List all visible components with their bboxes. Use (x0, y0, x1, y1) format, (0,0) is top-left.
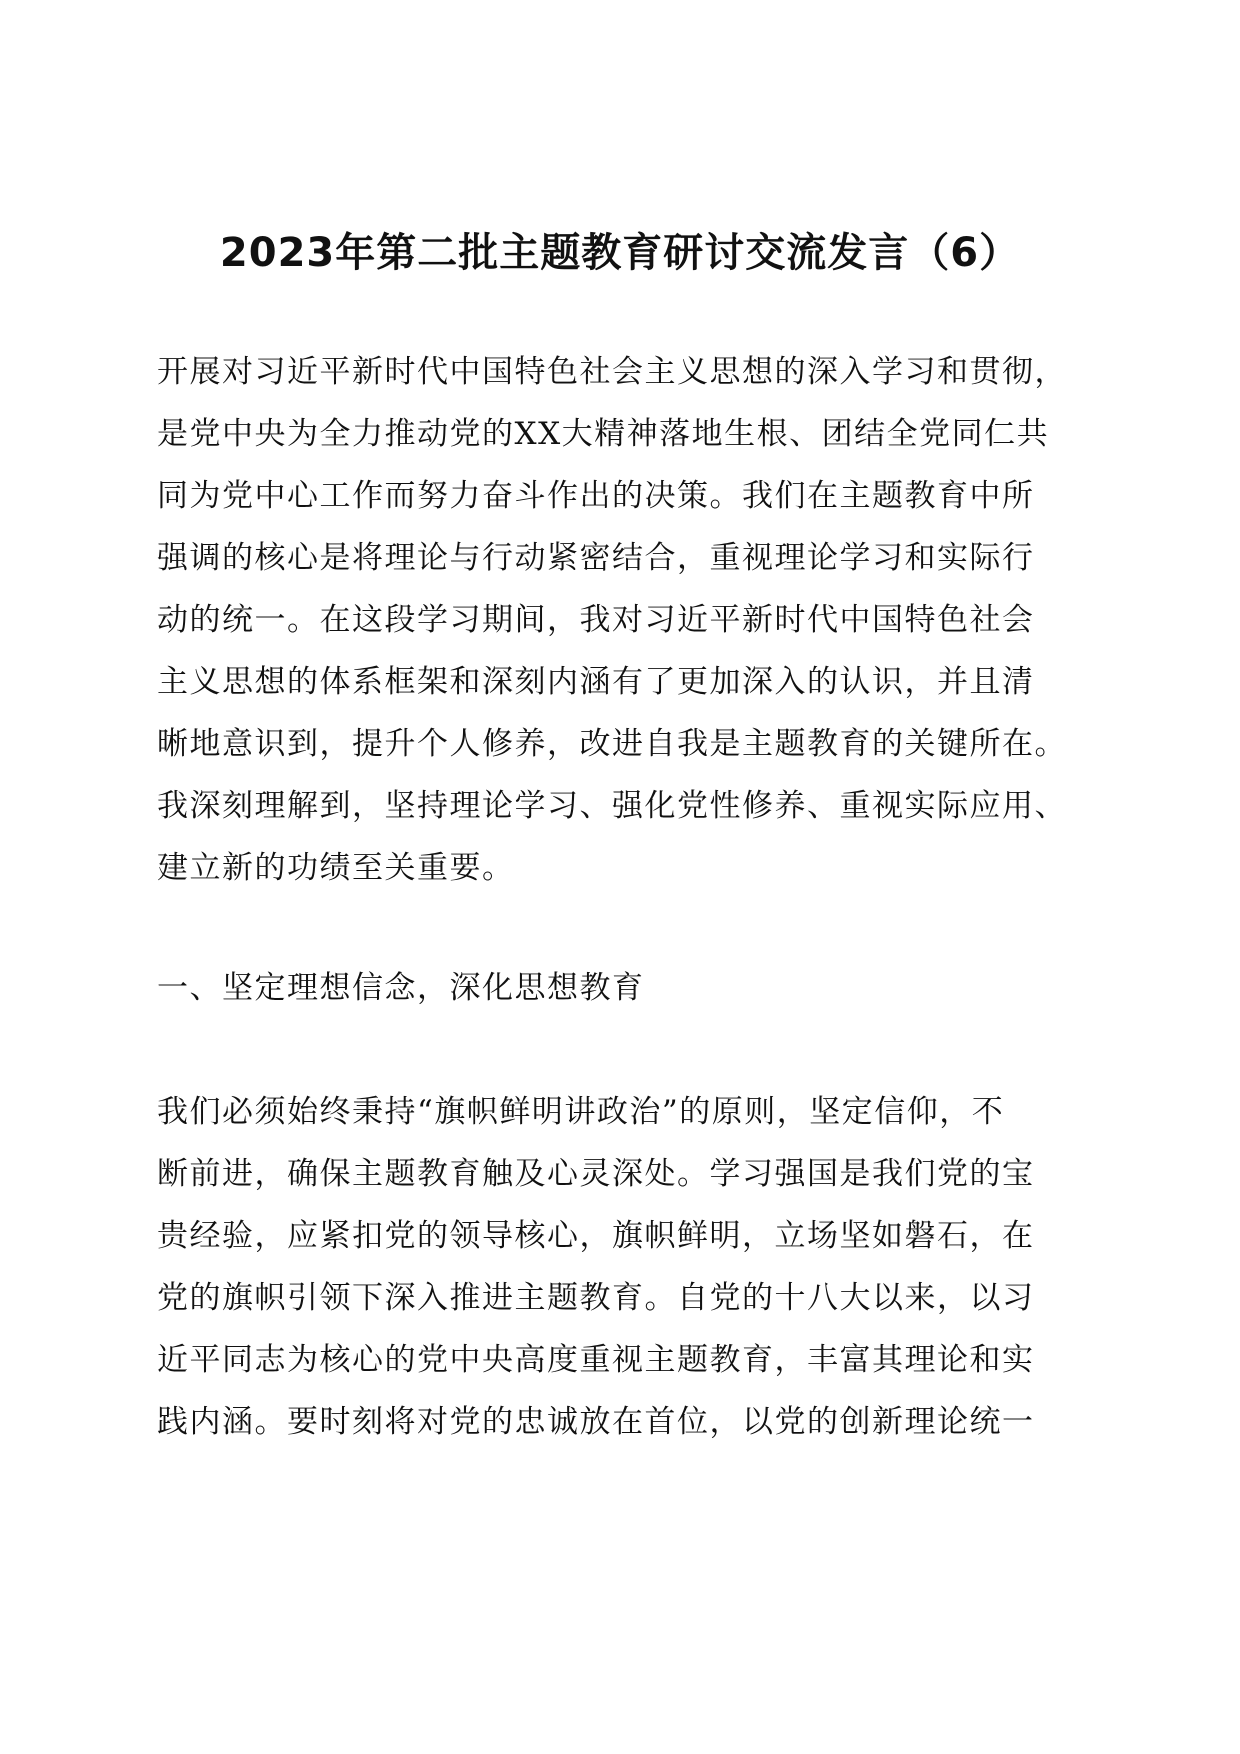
text-line: 贵经验，应紧扣党的领导核心，旗帜鲜明，立场坚如磐石，在 (157, 1218, 1035, 1254)
section-heading: 一、坚定理想信念，深化思想教育 (157, 970, 645, 1006)
text-line: 强调的核心是将理论与行动紧密结合，重视理论学习和实际行 (157, 540, 1035, 576)
text-line: 我们必须始终秉持“旗帜鲜明讲政治”的原则，坚定信仰，不 (157, 1094, 1005, 1130)
text-line: 党的旗帜引领下深入推进主题教育。自党的十八大以来，以习 (157, 1280, 1035, 1316)
text-line: 同为党中心工作而努力奋斗作出的决策。我们在主题教育中所 (157, 478, 1035, 514)
text-line: 是党中央为全力推动党的XX大精神落地生根、团结全党同仁共 (157, 416, 1050, 452)
text-line: 断前进，确保主题教育触及心灵深处。学习强国是我们党的宝 (157, 1156, 1035, 1192)
text-line: 晰地意识到，提升个人修养，改进自我是主题教育的关键所在。 (157, 726, 1067, 762)
text-line: 动的统一。在这段学习期间，我对习近平新时代中国特色社会 (157, 602, 1035, 638)
text-line: 建立新的功绩至关重要。 (157, 850, 515, 886)
text-line: 开展对习近平新时代中国特色社会主义思想的深入学习和贯彻， (157, 354, 1067, 390)
text-line: 近平同志为核心的党中央高度重视主题教育，丰富其理论和实 (157, 1342, 1035, 1378)
document-title: 2023年第二批主题教育研讨交流发言（6） (219, 230, 1021, 276)
text-line: 主义思想的体系框架和深刻内涵有了更加深入的认识，并且清 (157, 664, 1035, 700)
text-line: 我深刻理解到，坚持理论学习、强化党性修养、重视实际应用、 (157, 788, 1067, 824)
text-line: 践内涵。要时刻将对党的忠诚放在首位，以党的创新理论统一 (157, 1404, 1035, 1440)
